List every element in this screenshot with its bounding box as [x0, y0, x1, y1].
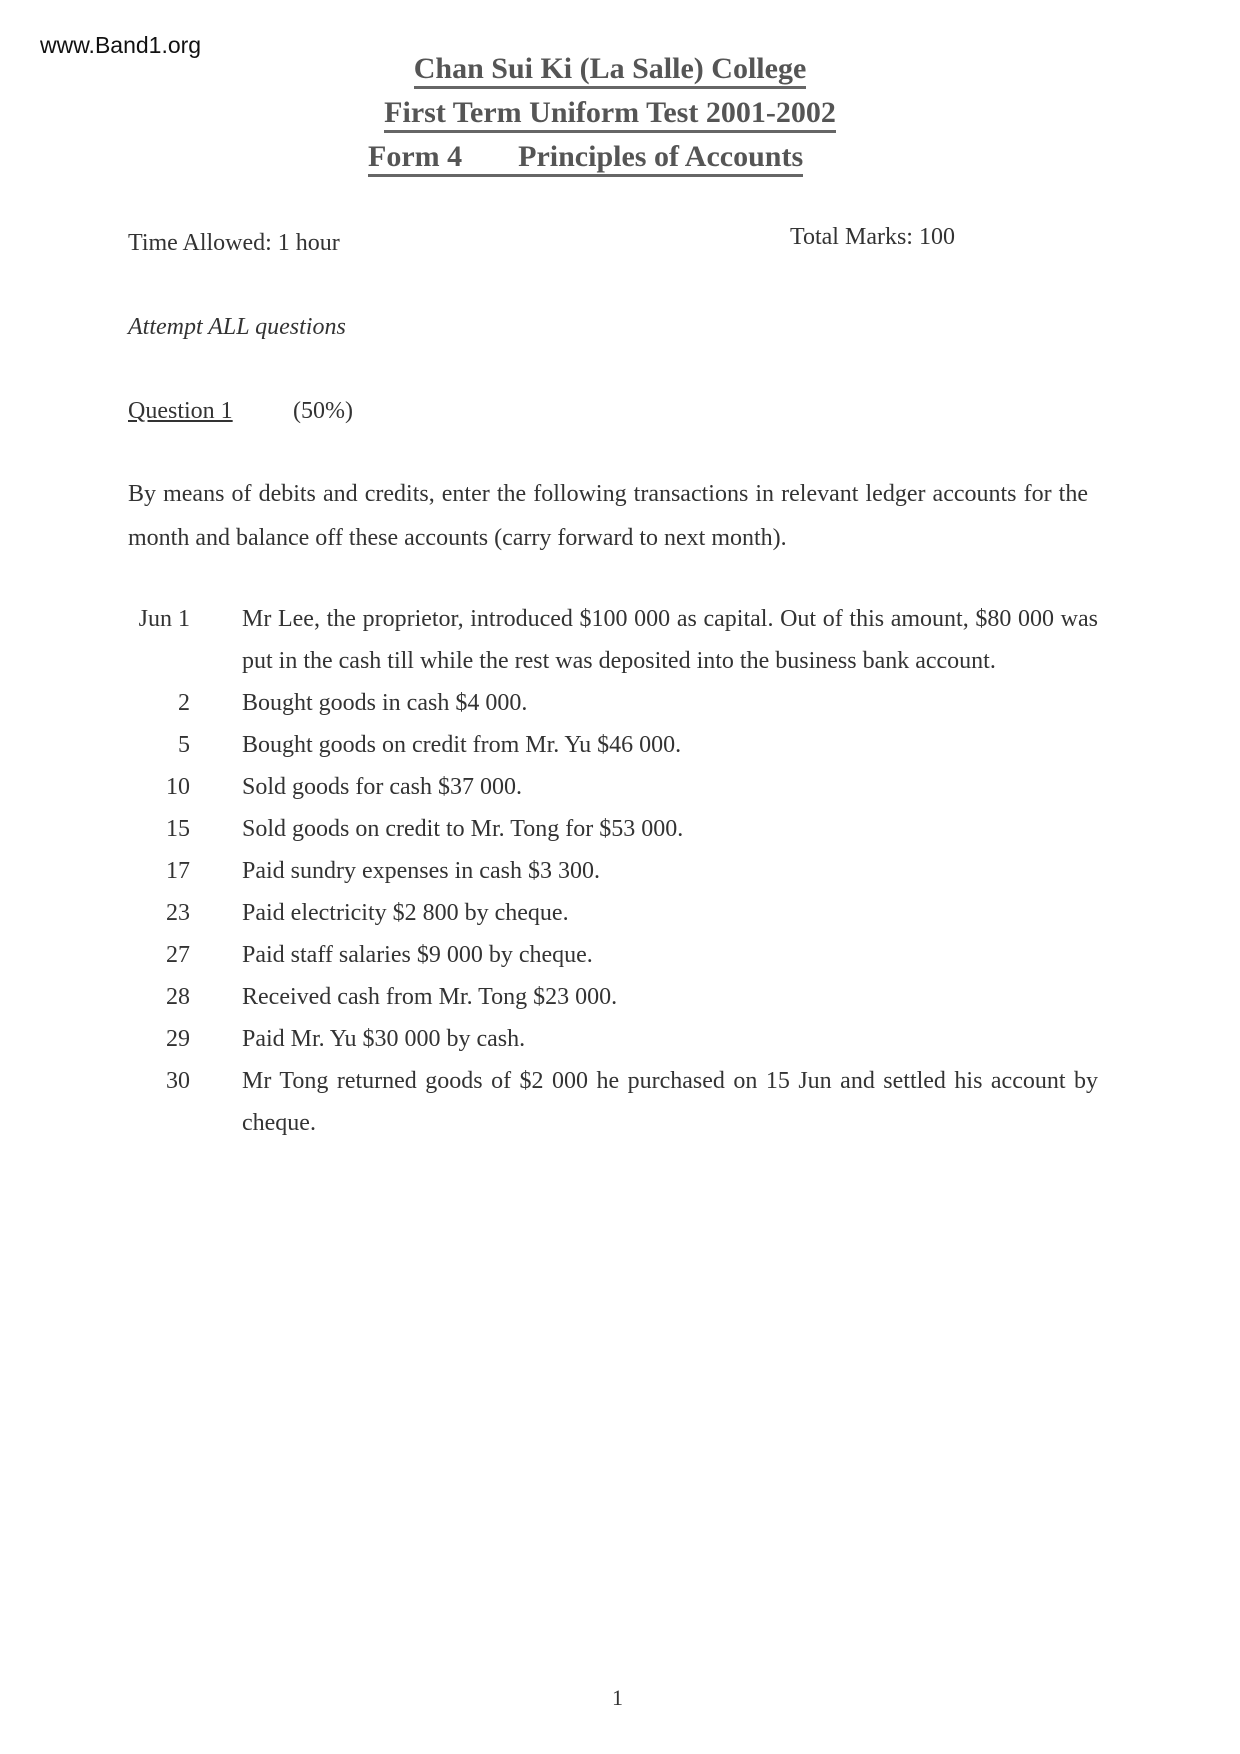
transaction-text: Sold goods for cash $37 000. — [242, 774, 522, 800]
transaction-row — [128, 976, 1098, 1018]
subject-label: Principles of Accounts — [518, 140, 803, 177]
transaction-date: 29 — [166, 1026, 190, 1052]
transaction-date: 5 — [178, 732, 190, 758]
transaction-row — [128, 934, 1098, 976]
test-name: First Term Uniform Test 2001-2002 — [384, 96, 836, 133]
transaction-row — [128, 892, 1098, 934]
transaction-row — [128, 598, 1098, 682]
transaction-row — [128, 724, 1098, 766]
transaction-row — [128, 850, 1098, 892]
transaction-text: Received cash from Mr. Tong $23 000. — [242, 984, 618, 1010]
transaction-text: Mr Tong returned goods of $2 000 he purchased on 15 Jun and settled his account by cheque. — [242, 1068, 1098, 1136]
transaction-row — [128, 1018, 1098, 1060]
transaction-date: 23 — [166, 900, 190, 926]
transaction-row — [128, 766, 1098, 808]
transaction-text: Paid staff salaries $9 000 by cheque. — [242, 942, 593, 968]
transaction-text: Mr Lee, the proprietor, introduced $100 000 as capital. Out of this amount, $80 000 was put in the cash till while the rest was deposited into the business bank account. — [242, 606, 1098, 674]
transaction-text: Paid electricity $2 800 by cheque. — [242, 900, 569, 926]
transaction-date: Jun 1 — [138, 606, 190, 632]
question-prompt: By means of debits and credits, enter the following transactions in relevant ledger accounts for the month and balance off these accounts (carry forward to next month). — [128, 481, 1088, 551]
form-subject-line — [368, 140, 803, 177]
transaction-text: Paid sundry expenses in cash $3 300. — [242, 858, 600, 884]
transaction-row — [128, 808, 1098, 850]
school-name: Chan Sui Ki (La Salle) College — [414, 52, 807, 89]
question-label: Question 1 — [128, 398, 233, 424]
transaction-text: Paid Mr. Yu $30 000 by cash. — [242, 1026, 526, 1052]
transaction-date: 2 — [178, 690, 190, 716]
time-allowed: Time Allowed: 1 hour — [128, 230, 340, 256]
transaction-date: 15 — [166, 816, 190, 842]
transaction-text: Bought goods on credit from Mr. Yu $46 000. — [242, 732, 682, 758]
question-weight: (50%) — [293, 398, 353, 424]
test-title — [0, 96, 1220, 130]
transaction-text: Bought goods in cash $4 000. — [242, 690, 528, 716]
transaction-date: 28 — [166, 984, 190, 1010]
total-marks: Total Marks: 100 — [790, 224, 955, 250]
transaction-date: 17 — [166, 858, 190, 884]
transaction-row — [128, 682, 1098, 724]
transaction-text: Sold goods on credit to Mr. Tong for $53 000. — [242, 816, 684, 842]
instruction: Attempt ALL questions — [128, 314, 346, 340]
school-title — [0, 52, 1220, 86]
watermark-link: www.Band1.org — [40, 32, 202, 58]
form-label: Form 4 — [368, 140, 518, 177]
transaction-list — [128, 598, 1098, 1144]
transaction-date: 30 — [166, 1068, 190, 1094]
page-number: 1 — [612, 1685, 623, 1710]
transaction-row — [128, 1060, 1098, 1144]
transaction-date: 27 — [166, 942, 190, 968]
transaction-date: 10 — [166, 774, 190, 800]
